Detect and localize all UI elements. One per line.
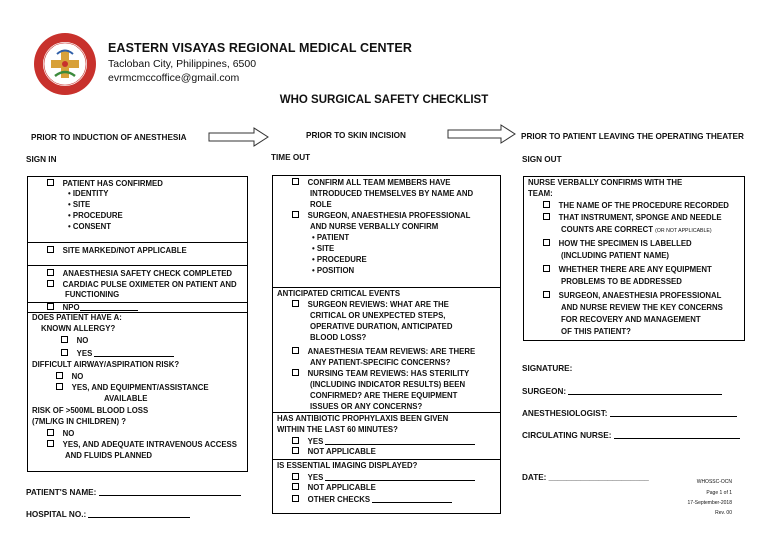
- airway-question: DIFFICULT AIRWAY/ASPIRATION RISK?: [32, 360, 180, 369]
- allergy-no: NO: [76, 336, 89, 345]
- bullet-procedure: • PROCEDURE: [68, 211, 123, 220]
- item-nursing-reviews-cont2: CONFIRMED? ARE THERE EQUIPMENT: [310, 391, 458, 400]
- item-pulse-oximeter-cont: FUNCTIONING: [65, 290, 120, 299]
- other-checks-blank[interactable]: [372, 494, 452, 503]
- bullet-position: • POSITION: [312, 266, 355, 275]
- section-sign-in: SIGN IN: [26, 155, 57, 164]
- item-equipment-problems-cont: PROBLEMS TO BE ADDRESSED: [561, 277, 682, 286]
- item-surgeon-reviews: SURGEON REVIEWS: WHAT ARE THE: [307, 300, 449, 309]
- phase-3-label: PRIOR TO PATIENT LEAVING THE OPERATING THEATER: [521, 132, 744, 141]
- antibiotic-yes-blank[interactable]: [325, 436, 475, 445]
- item-key-concerns: SURGEON, ANAESTHESIA PROFESSIONAL: [558, 291, 722, 300]
- antibiotic-na: NOT APPLICABLE: [307, 447, 376, 456]
- item-anaesthesia-reviews: ANAESTHESIA TEAM REVIEWS: ARE THERE: [307, 347, 476, 356]
- blood-loss-no: NO: [62, 429, 75, 438]
- item-team-introduced-cont2: ROLE: [310, 200, 332, 209]
- hospital-address: Tacloban City, Philippines, 6500: [108, 58, 257, 70]
- page-number: Page 1 of 1: [706, 490, 732, 496]
- sign-out-checklist: [523, 176, 745, 341]
- bullet-consent: • CONSENT: [68, 222, 112, 231]
- arrow-right-icon: [447, 124, 517, 144]
- checkbox[interactable]: [292, 211, 299, 218]
- hospital-name: EASTERN VISAYAS REGIONAL MEDICAL CENTER: [108, 41, 412, 55]
- antibiotic-yes: YES: [307, 437, 324, 446]
- checkbox[interactable]: [292, 495, 299, 502]
- item-anaesthesia-check: ANAESTHESIA SAFETY CHECK COMPLETED: [62, 269, 233, 278]
- item-specimen-labelled: HOW THE SPECIMEN IS LABELLED: [558, 239, 692, 248]
- item-surgeon-reviews-cont: CRITICAL OR UNEXPECTED STEPS,: [310, 311, 446, 320]
- sign-in-checklist: [27, 176, 248, 472]
- item-equipment-problems: WHETHER THERE ARE ANY EQUIPMENT: [558, 265, 712, 274]
- checkbox[interactable]: [292, 347, 299, 354]
- allergy-question: DOES PATIENT HAVE A:: [32, 313, 122, 322]
- checkbox[interactable]: [292, 437, 299, 444]
- hospital-no-label: HOSPITAL NO.:: [26, 510, 87, 519]
- phase-2-label: PRIOR TO SKIN INCISION: [306, 131, 406, 140]
- item-team-introduced-cont: INTRODUCED THEMSELVES BY NAME AND: [310, 189, 474, 198]
- imaging-yes-blank[interactable]: [325, 472, 475, 481]
- checkbox[interactable]: [543, 265, 550, 272]
- item-surgeon-reviews-cont3: BLOOD LOSS?: [310, 333, 367, 342]
- checkbox[interactable]: [292, 483, 299, 490]
- checkbox[interactable]: [543, 201, 550, 208]
- form-code: WHOSSC-OCN: [696, 479, 732, 485]
- allergy-yes-blank[interactable]: [94, 348, 174, 357]
- circulating-nurse-label: CIRCULATING NURSE:: [522, 431, 612, 440]
- item-surgeon-reviews-cont2: OPERATIVE DURATION, ANTICIPATED: [310, 322, 453, 331]
- bullet-identity: • IDENTITY: [68, 189, 109, 198]
- patient-name-field[interactable]: [99, 487, 241, 496]
- item-npo: NPO: [62, 303, 80, 312]
- checkbox[interactable]: [292, 369, 299, 376]
- form-revision: Rev. 00: [715, 510, 732, 516]
- surgeon-label: SURGEON:: [522, 387, 567, 396]
- checkbox[interactable]: [61, 336, 68, 343]
- section-time-out: TIME OUT: [271, 153, 311, 162]
- item-team-introduced: CONFIRM ALL TEAM MEMBERS HAVE: [307, 178, 451, 187]
- checkbox[interactable]: [47, 179, 54, 186]
- imaging-yes: YES: [307, 473, 324, 482]
- section-sign-out: SIGN OUT: [522, 155, 562, 164]
- item-patient-confirmed: PATIENT HAS CONFIRMED: [62, 179, 163, 188]
- checkbox[interactable]: [56, 372, 63, 379]
- item-counts-na-note: (OR NOT APPLICABLE): [655, 228, 712, 234]
- antibiotic-question-cont: WITHIN THE LAST 60 MINUTES?: [277, 425, 398, 434]
- checkbox[interactable]: [292, 178, 299, 185]
- antibiotic-question: HAS ANTIBIOTIC PROPHYLAXIS BEEN GIVEN: [277, 414, 449, 423]
- imaging-na: NOT APPLICABLE: [307, 483, 376, 492]
- item-pulse-oximeter: CARDIAC PULSE OXIMETER ON PATIENT AND: [62, 280, 237, 289]
- item-specimen-labelled-cont: (INCLUDING PATIENT NAME): [561, 251, 669, 260]
- bullet-patient: • PATIENT: [312, 233, 350, 242]
- item-nursing-reviews: NURSING TEAM REVIEWS: HAS STERILITY: [307, 369, 470, 378]
- arrow-right-icon: [208, 127, 270, 147]
- imaging-other-checks: OTHER CHECKS: [307, 495, 371, 504]
- time-out-checklist: [272, 175, 501, 514]
- checkbox[interactable]: [61, 349, 68, 356]
- airway-yes: YES, AND EQUIPMENT/ASSISTANCE: [71, 383, 209, 392]
- allergy-question-cont: KNOWN ALLERGY?: [41, 324, 116, 333]
- item-anaesthesia-reviews-cont: ANY PATIENT-SPECIFIC CONCERNS?: [310, 358, 451, 367]
- item-nursing-reviews-cont3: ISSUES OR ANY CONCERNS?: [310, 402, 423, 411]
- patient-name-label: PATIENT'S NAME:: [26, 488, 97, 497]
- checkbox[interactable]: [47, 269, 54, 276]
- bullet-site: • SITE: [68, 200, 91, 209]
- anesthesiologist-field[interactable]: [610, 408, 737, 417]
- checkbox[interactable]: [292, 473, 299, 480]
- hospital-email: evrmcmccoffice@gmail.com: [108, 72, 240, 84]
- checkbox[interactable]: [47, 246, 54, 253]
- item-site-marked: SITE MARKED/NOT APPLICABLE: [62, 246, 187, 255]
- item-key-concerns-cont: AND NURSE REVIEW THE KEY CONCERNS: [561, 303, 723, 312]
- checkbox[interactable]: [56, 383, 63, 390]
- hospital-no-field[interactable]: [88, 509, 190, 518]
- blood-loss-yes: YES, AND ADEQUATE INTRAVENOUS ACCESS: [62, 440, 237, 449]
- checkbox[interactable]: [543, 291, 550, 298]
- anesthesiologist-label: ANESTHESIOLOGIST:: [522, 409, 608, 418]
- airway-no: NO: [71, 372, 84, 381]
- checkbox[interactable]: [47, 429, 54, 436]
- circulating-nurse-field[interactable]: [614, 430, 740, 439]
- sign-out-intro-cont: TEAM:: [528, 189, 553, 198]
- item-verbally-confirm-cont: AND NURSE VERBALLY CONFIRM: [310, 222, 439, 231]
- checkbox[interactable]: [47, 303, 54, 310]
- form-date: 17-September-2018: [687, 500, 732, 506]
- blood-loss-question: RISK OF >500ML BLOOD LOSS: [32, 406, 149, 415]
- sign-out-intro: NURSE VERBALLY CONFIRMS WITH THE: [528, 178, 683, 187]
- blood-loss-question-cont: (7ML/KG IN CHILDREN) ?: [32, 417, 126, 426]
- blood-loss-yes-cont: AND FLUIDS PLANNED: [65, 451, 153, 460]
- signature-label: SIGNATURE:: [522, 364, 573, 373]
- allergy-yes: YES: [76, 349, 93, 358]
- checkbox[interactable]: [47, 280, 54, 287]
- date-field[interactable]: DATE: ______________________: [522, 473, 649, 482]
- npo-blank[interactable]: [80, 302, 138, 311]
- bullet-procedure: • PROCEDURE: [312, 255, 367, 264]
- imaging-question: IS ESSENTIAL IMAGING DISPLAYED?: [277, 461, 418, 470]
- item-counts-correct: THAT INSTRUMENT, SPONGE AND NEEDLE: [558, 213, 722, 222]
- airway-yes-cont: AVAILABLE: [104, 394, 148, 403]
- item-procedure-recorded: THE NAME OF THE PROCEDURE RECORDED: [558, 201, 729, 210]
- item-key-concerns-cont3: OF THIS PATIENT?: [561, 327, 631, 336]
- critical-events-heading: ANTICIPATED CRITICAL EVENTS: [277, 289, 401, 298]
- checkbox[interactable]: [47, 440, 54, 447]
- phase-1-label: PRIOR TO INDUCTION OF ANESTHESIA: [31, 133, 187, 142]
- item-counts-correct-cont: COUNTS ARE CORRECT: [561, 225, 653, 234]
- checkbox[interactable]: [292, 447, 299, 454]
- checkbox[interactable]: [543, 239, 550, 246]
- item-verbally-confirm: SURGEON, ANAESTHESIA PROFESSIONAL: [307, 211, 471, 220]
- checkbox[interactable]: [292, 300, 299, 307]
- bullet-site: • SITE: [312, 244, 335, 253]
- checkbox[interactable]: [543, 213, 550, 220]
- page-title: WHO SURGICAL SAFETY CHECKLIST: [279, 94, 489, 106]
- item-key-concerns-cont2: FOR RECOVERY AND MANAGEMENT: [561, 315, 701, 324]
- surgeon-field[interactable]: [568, 386, 722, 395]
- hospital-seal-logo: [33, 32, 97, 96]
- item-nursing-reviews-cont: (INCLUDING INDICATOR RESULTS) BEEN: [310, 380, 466, 389]
